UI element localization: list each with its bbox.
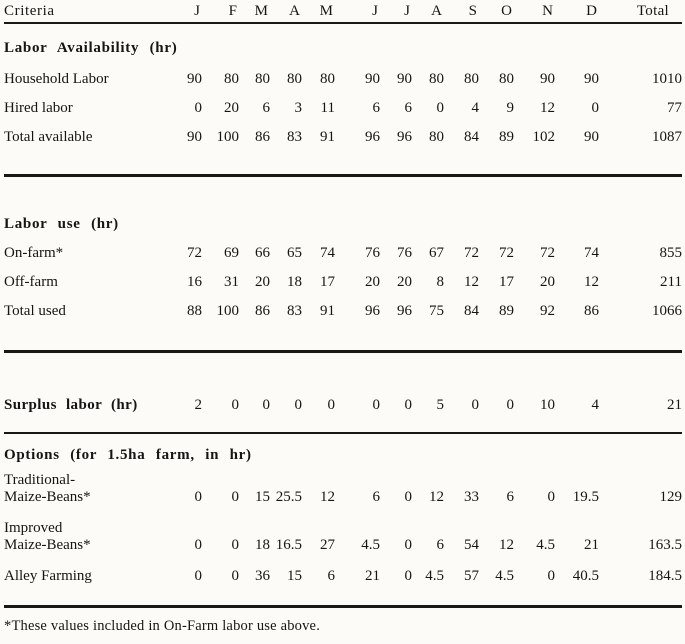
cell-jan: 16 — [187, 274, 202, 290]
column-header-aug: A — [431, 3, 442, 19]
row-label: Household Labor — [4, 71, 109, 87]
cell-jun: 90 — [365, 71, 380, 87]
cell-oct: 72 — [499, 245, 514, 261]
cell-apr: 18 — [287, 274, 302, 290]
cell-oct: 0 — [506, 396, 514, 413]
cell-feb: 80 — [224, 71, 239, 87]
cell-apr: 83 — [287, 303, 302, 319]
cell-oct: 12 — [499, 537, 514, 553]
cell-total: 855 — [659, 245, 682, 261]
table-row — [4, 239, 682, 268]
cell-jan: 90 — [187, 71, 202, 87]
cell-oct: 80 — [499, 71, 514, 87]
cell-nov: 20 — [540, 274, 555, 290]
section-rows — [4, 239, 685, 326]
cell-feb: 31 — [224, 274, 239, 290]
table-section — [4, 215, 685, 353]
cell-apr: 83 — [287, 129, 302, 145]
cell-oct: 4.5 — [495, 568, 514, 584]
cell-apr: 3 — [294, 100, 302, 116]
cell-nov: 10 — [540, 396, 555, 413]
cell-mar: 18 — [255, 537, 270, 553]
cell-jul: 90 — [397, 71, 412, 87]
cell-total: 1066 — [652, 303, 682, 319]
cell-apr: 80 — [287, 71, 302, 87]
horizontal-rule — [4, 432, 682, 434]
cell-jan: 2 — [194, 396, 202, 413]
cell-nov: 0 — [547, 568, 555, 584]
cell-nov: 92 — [540, 303, 555, 319]
cell-feb: 100 — [216, 129, 239, 145]
cell-may: 12 — [320, 489, 335, 505]
table-section — [4, 395, 685, 434]
column-header-oct: O — [501, 3, 512, 19]
cell-may: 0 — [327, 396, 335, 413]
cell-sep: 72 — [464, 245, 479, 261]
section-rows — [4, 472, 685, 585]
cell-apr: 16.5 — [275, 537, 302, 553]
cell-jul: 0 — [404, 537, 412, 553]
cell-aug: 0 — [436, 100, 444, 116]
cell-total: 77 — [667, 100, 682, 116]
cell-total: 1010 — [652, 71, 682, 87]
table-row — [4, 472, 682, 506]
cell-may: 27 — [320, 537, 335, 553]
table-sections — [4, 39, 685, 608]
section-title: Labor Availability (hr) — [4, 40, 178, 56]
row-label: Total used — [4, 303, 66, 319]
cell-feb: 0 — [231, 396, 239, 413]
cell-may: 91 — [320, 129, 335, 145]
cell-aug: 12 — [429, 489, 444, 505]
cell-nov: 102 — [532, 129, 555, 145]
cell-oct: 17 — [499, 274, 514, 290]
cell-mar: 20 — [255, 274, 270, 290]
cell-dec: 86 — [584, 303, 599, 319]
column-header-may: M — [319, 3, 333, 19]
cell-sep: 54 — [464, 537, 479, 553]
cell-nov: 72 — [540, 245, 555, 261]
column-header-total: Total — [636, 3, 669, 19]
cell-sep: 33 — [464, 489, 479, 505]
cell-jan: 0 — [194, 537, 202, 553]
cell-mar: 66 — [255, 245, 270, 261]
horizontal-rule — [4, 174, 682, 177]
cell-jul: 0 — [404, 489, 412, 505]
column-header-jul: J — [404, 3, 410, 19]
cell-aug: 67 — [429, 245, 444, 261]
cell-may: 74 — [320, 245, 335, 261]
cell-jan: 90 — [187, 129, 202, 145]
cell-apr: 15 — [287, 568, 302, 584]
horizontal-rule — [4, 350, 682, 353]
section-rows — [4, 395, 685, 415]
table-row — [4, 520, 682, 554]
cell-jan: 72 — [187, 245, 202, 261]
cell-jun: 4.5 — [361, 537, 380, 553]
cell-may: 17 — [320, 274, 335, 290]
cell-jul: 0 — [404, 396, 412, 413]
cell-jul: 6 — [404, 100, 412, 116]
cell-oct: 89 — [499, 129, 514, 145]
cell-may: 11 — [320, 100, 335, 116]
cell-dec: 21 — [584, 537, 599, 553]
cell-feb: 0 — [231, 568, 239, 584]
cell-dec: 90 — [584, 129, 599, 145]
cell-aug: 8 — [436, 274, 444, 290]
table-row — [4, 65, 682, 94]
table-row — [4, 297, 682, 326]
cell-apr: 0 — [294, 396, 302, 413]
row-label: Traditional- Maize-Beans* — [4, 472, 91, 505]
horizontal-rule — [4, 605, 682, 608]
cell-total: 184.5 — [648, 568, 682, 584]
cell-sep: 80 — [464, 71, 479, 87]
cell-jul: 76 — [397, 245, 412, 261]
cell-jun: 76 — [365, 245, 380, 261]
footnote: *These values included in On-Farm labor use above. — [4, 618, 321, 634]
cell-aug: 5 — [436, 396, 444, 413]
cell-may: 80 — [320, 71, 335, 87]
column-header-apr: A — [289, 3, 300, 19]
cell-dec: 90 — [584, 71, 599, 87]
column-header-jun: J — [372, 3, 378, 19]
column-header-feb: F — [228, 3, 237, 19]
cell-dec: 40.5 — [572, 568, 599, 584]
row-label: Improved Maize-Beans* — [4, 520, 91, 553]
table-row — [4, 268, 682, 297]
cell-jun: 21 — [365, 568, 380, 584]
cell-mar: 36 — [255, 568, 270, 584]
row-label: Surplus labor (hr) — [4, 396, 138, 413]
cell-jan: 0 — [194, 100, 202, 116]
cell-sep: 12 — [464, 274, 479, 290]
row-label: Alley Farming — [4, 568, 92, 584]
column-header-criteria: Criteria — [4, 3, 55, 19]
cell-feb: 69 — [224, 245, 239, 261]
cell-jan: 0 — [194, 489, 202, 505]
cell-jul: 96 — [397, 129, 412, 145]
cell-dec: 19.5 — [572, 489, 599, 505]
cell-mar: 6 — [262, 100, 270, 116]
cell-nov: 90 — [540, 71, 555, 87]
cell-may: 6 — [327, 568, 335, 584]
cell-jan: 88 — [187, 303, 202, 319]
cell-total: 211 — [660, 274, 682, 290]
table-row — [4, 568, 682, 585]
table-row — [4, 395, 682, 415]
column-header-dec: D — [586, 3, 597, 19]
section-title: Labor use (hr) — [4, 216, 119, 232]
cell-dec: 74 — [584, 245, 599, 261]
column-header-nov: N — [542, 3, 553, 19]
cell-feb: 100 — [216, 303, 239, 319]
section-rows — [4, 65, 685, 152]
cell-jun: 6 — [372, 100, 380, 116]
table-section — [4, 39, 685, 177]
cell-feb: 20 — [224, 100, 239, 116]
cell-nov: 4.5 — [536, 537, 555, 553]
cell-apr: 65 — [287, 245, 302, 261]
table-section — [4, 446, 685, 608]
cell-sep: 84 — [464, 129, 479, 145]
column-header-mar: M — [254, 3, 268, 19]
section-title: Options (for 1.5ha farm, in hr) — [4, 447, 252, 463]
cell-dec: 4 — [591, 396, 599, 413]
cell-jul: 20 — [397, 274, 412, 290]
column-header-sep: S — [468, 3, 477, 19]
cell-mar: 86 — [255, 303, 270, 319]
cell-jan: 0 — [194, 568, 202, 584]
table-row — [4, 94, 682, 123]
cell-nov: 0 — [547, 489, 555, 505]
table-header-row — [4, 2, 682, 24]
cell-feb: 0 — [231, 489, 239, 505]
cell-sep: 4 — [471, 100, 479, 116]
cell-aug: 75 — [429, 303, 444, 319]
cell-total: 163.5 — [648, 537, 682, 553]
row-label: Off-farm — [4, 274, 58, 290]
cell-jun: 96 — [365, 129, 380, 145]
cell-aug: 6 — [436, 537, 444, 553]
cell-dec: 12 — [584, 274, 599, 290]
cell-sep: 84 — [464, 303, 479, 319]
cell-total: 21 — [667, 396, 682, 413]
column-header-jan: J — [194, 3, 200, 19]
row-label: On-farm* — [4, 245, 64, 261]
cell-mar: 80 — [255, 71, 270, 87]
row-label: Hired labor — [4, 100, 73, 116]
cell-total: 129 — [659, 489, 682, 505]
cell-oct: 9 — [506, 100, 514, 116]
cell-sep: 0 — [471, 396, 479, 413]
cell-mar: 15 — [255, 489, 270, 505]
cell-jul: 0 — [404, 568, 412, 584]
cell-oct: 89 — [499, 303, 514, 319]
cell-jun: 6 — [372, 489, 380, 505]
cell-dec: 0 — [591, 100, 599, 116]
cell-total: 1087 — [652, 129, 682, 145]
cell-aug: 80 — [429, 71, 444, 87]
cell-may: 91 — [320, 303, 335, 319]
cell-jun: 0 — [372, 396, 380, 413]
cell-mar: 86 — [255, 129, 270, 145]
cell-jul: 96 — [397, 303, 412, 319]
cell-aug: 80 — [429, 129, 444, 145]
cell-nov: 12 — [540, 100, 555, 116]
cell-jun: 20 — [365, 274, 380, 290]
cell-aug: 4.5 — [425, 568, 444, 584]
cell-apr: 25.5 — [275, 489, 302, 505]
cell-mar: 0 — [262, 396, 270, 413]
cell-feb: 0 — [231, 537, 239, 553]
table-row — [4, 123, 682, 152]
cell-jun: 96 — [365, 303, 380, 319]
cell-sep: 57 — [464, 568, 479, 584]
cell-oct: 6 — [506, 489, 514, 505]
row-label: Total available — [4, 129, 93, 145]
